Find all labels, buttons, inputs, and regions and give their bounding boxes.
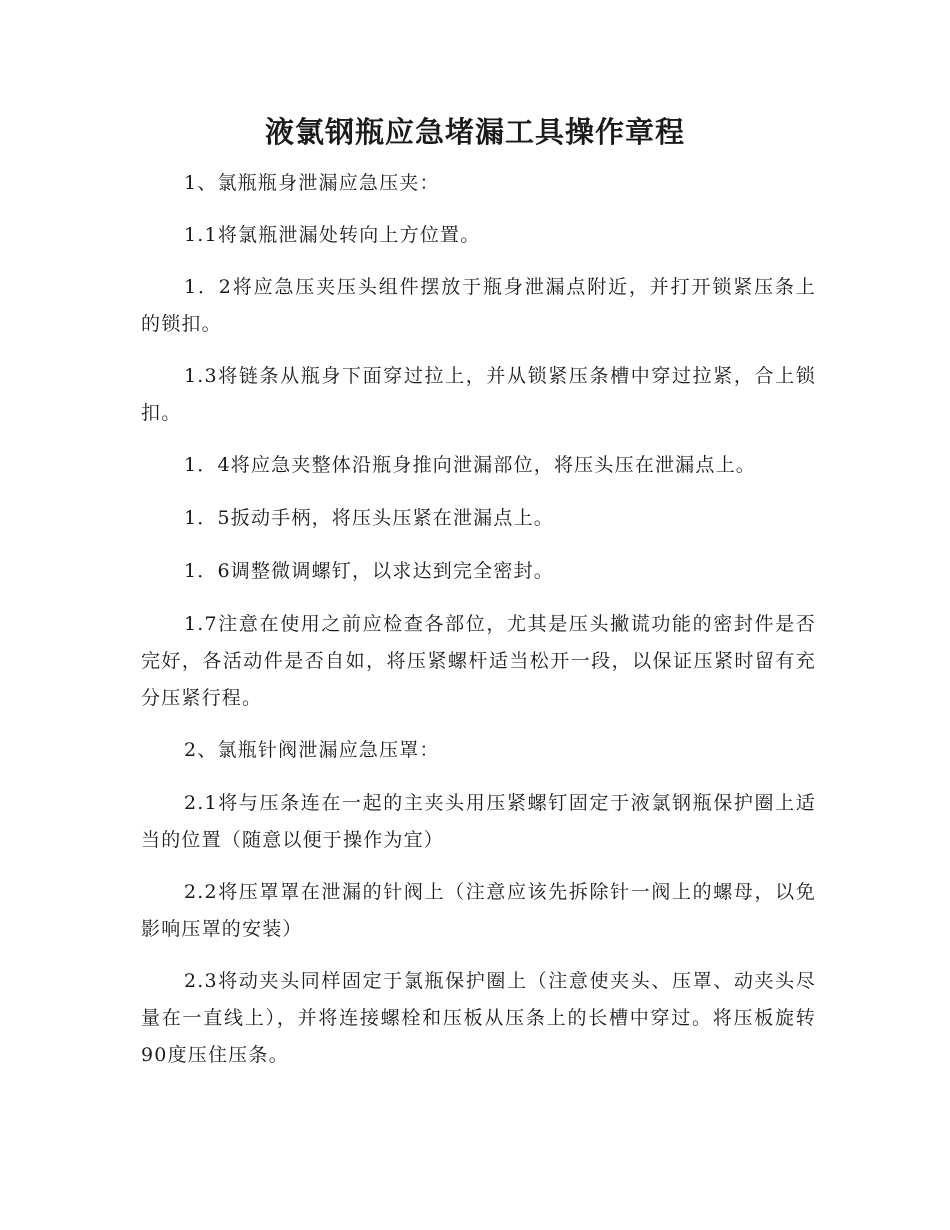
document-title: 液氯钢瓶应急堵漏工具操作章程 — [264, 115, 685, 149]
paragraph-1-7: 1.7注意在使用之前应检查各部位，尤其是压头撇谎功能的密封件是否完好，各活动件是否自如，将压紧螺杆适当松开一段，以保证压紧时留有充分压紧行程。 — [141, 613, 816, 709]
paragraph-1-1: 1.1将氯瓶泄漏处转向上方位置。 — [184, 224, 481, 246]
section-2-heading: 2、氯瓶针阀泄漏应急压罩： — [184, 739, 440, 761]
paragraph-1-2: 1．2将应急压夹压头组件摆放于瓶身泄漏点附近，并打开锁紧压条上的锁扣。 — [141, 276, 816, 335]
paragraph-1-6: 1．6调整微调螺钉，以求达到完全密封。 — [184, 560, 554, 582]
paragraph-2-1: 2.1将与压条连在一起的主夹头用压紧螺钉固定于液氯钢瓶保护圈上适当的位置（随意以便于操作为宜） — [141, 792, 816, 851]
paragraph-1-4: 1．4将应急夹整体沿瓶身推向泄漏部位，将压头压在泄漏点上。 — [184, 454, 756, 476]
section-1-heading: 1、氯瓶瓶身泄漏应急压夹： — [184, 172, 440, 194]
paragraph-1-5: 1．5扳动手柄，将压头压紧在泄漏点上。 — [184, 507, 554, 529]
paragraph-2-2: 2.2将压罩罩在泄漏的针阀上（注意应该先拆除针一阀上的螺母，以免影响压罩的安装） — [141, 881, 816, 940]
paragraph-2-3: 2.3将动夹头同样固定于氯瓶保护圈上（注意使夹头、压罩、动夹头尽量在一直线上），并将连接螺栓和压板从压条上的长槽中穿过。将压板旋转90度压住压条。 — [141, 970, 816, 1066]
paragraph-1-3: 1.3将链条从瓶身下面穿过拉上，并从锁紧压条槽中穿过拉紧，合上锁扣。 — [141, 365, 816, 424]
